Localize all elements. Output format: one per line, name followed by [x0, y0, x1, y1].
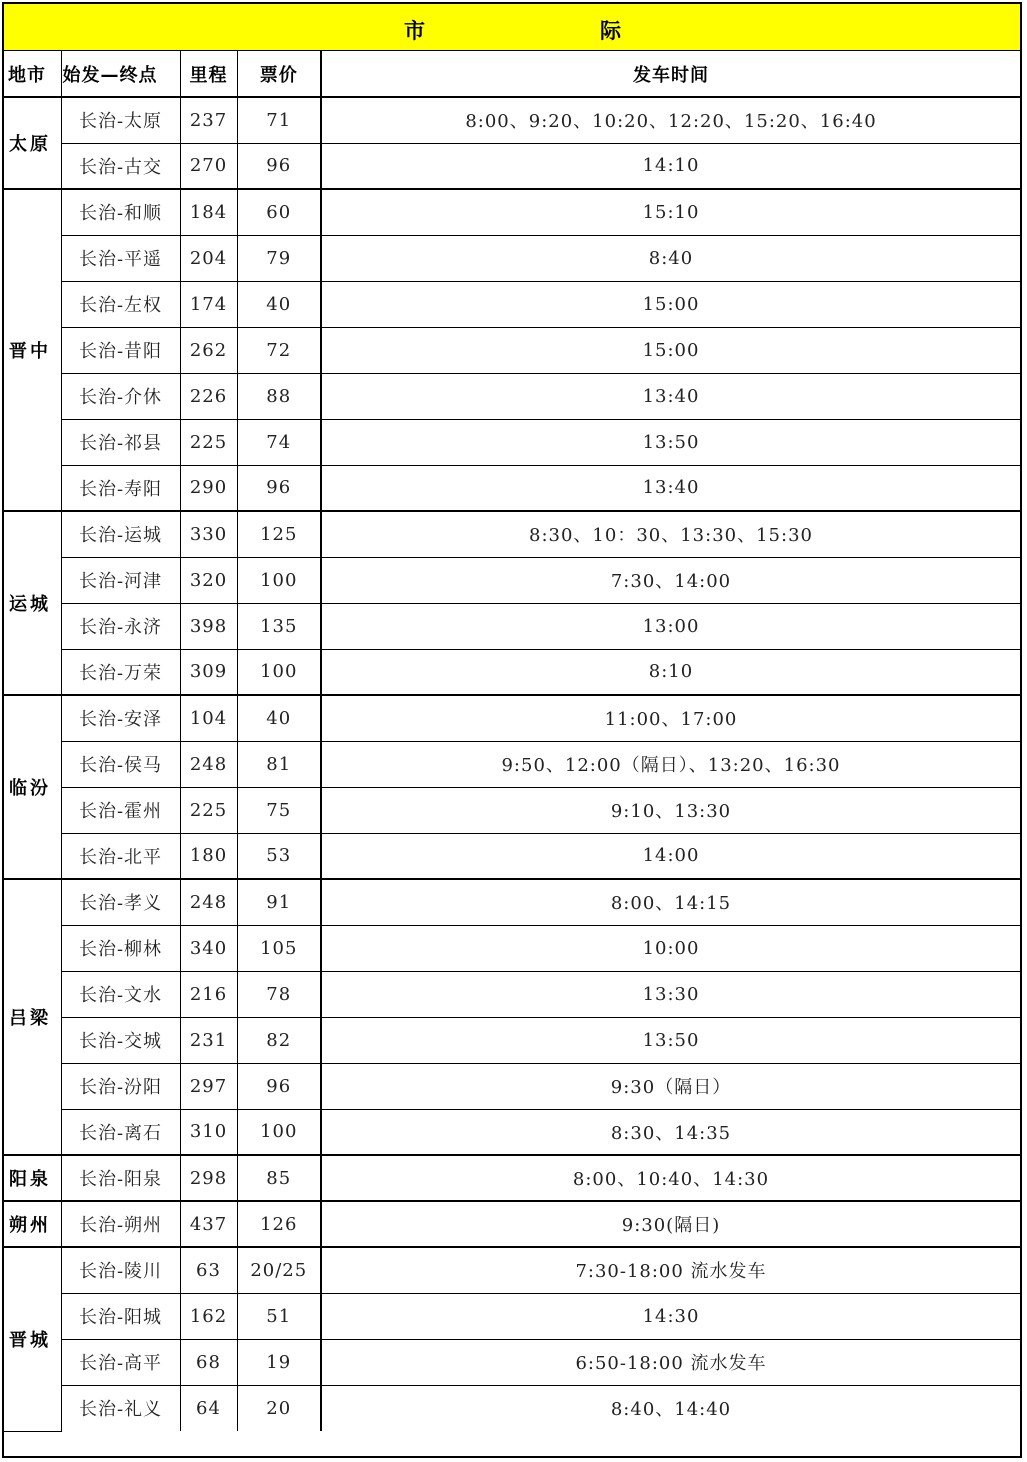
- distance-cell: 248: [180, 741, 237, 787]
- route-cell: 长治-陵川: [61, 1247, 180, 1293]
- route-cell: 长治-北平: [61, 833, 180, 879]
- table-row: [4, 465, 1020, 511]
- header-fare: 票价: [237, 51, 321, 97]
- distance-cell: 63: [180, 1247, 237, 1293]
- distance-cell: 330: [180, 511, 237, 557]
- route-cell: 长治-侯马: [61, 741, 180, 787]
- route-cell: 长治-运城: [61, 511, 180, 557]
- departure-times-cell: 13:40: [321, 373, 1020, 419]
- distance-cell: 298: [180, 1155, 237, 1201]
- distance-cell: 262: [180, 327, 237, 373]
- departure-times-cell: 13:50: [321, 1017, 1020, 1063]
- distance-cell: 248: [180, 879, 237, 925]
- fare-cell: 100: [237, 557, 321, 603]
- fare-cell: 51: [237, 1293, 321, 1339]
- departure-times-cell: 6:50-18:00 流水发车: [321, 1339, 1020, 1385]
- route-cell: 长治-和顺: [61, 189, 180, 235]
- distance-cell: 270: [180, 143, 237, 189]
- departure-times-cell: 9:30(隔日): [321, 1201, 1020, 1247]
- fare-cell: 53: [237, 833, 321, 879]
- departure-times-cell: 14:10: [321, 143, 1020, 189]
- table-row: [4, 787, 1020, 833]
- header-departures: 发车时间: [321, 51, 1020, 97]
- header-distance: 里程: [180, 51, 237, 97]
- fare-cell: 135: [237, 603, 321, 649]
- distance-cell: 237: [180, 97, 237, 143]
- fare-cell: 105: [237, 925, 321, 971]
- fare-cell: 91: [237, 879, 321, 925]
- distance-cell: 310: [180, 1109, 237, 1155]
- departure-times-cell: 8:40: [321, 235, 1020, 281]
- distance-cell: 204: [180, 235, 237, 281]
- route-cell: 长治-昔阳: [61, 327, 180, 373]
- route-cell: 长治-寿阳: [61, 465, 180, 511]
- distance-cell: 180: [180, 833, 237, 879]
- table-row: [4, 1063, 1020, 1109]
- route-cell: 长治-河津: [61, 557, 180, 603]
- schedule-table: [4, 51, 1020, 1432]
- route-cell: 长治-交城: [61, 1017, 180, 1063]
- route-cell: 长治-永济: [61, 603, 180, 649]
- route-cell: 长治-柳林: [61, 925, 180, 971]
- distance-cell: 340: [180, 925, 237, 971]
- departure-times-cell: 9:10、13:30: [321, 787, 1020, 833]
- distance-cell: 184: [180, 189, 237, 235]
- city-cell: 朔州: [4, 1201, 61, 1247]
- city-cell: 阳泉: [4, 1155, 61, 1201]
- departure-times-cell: 14:00: [321, 833, 1020, 879]
- departure-times-cell: 11:00、17:00: [321, 695, 1020, 741]
- table-row: [4, 373, 1020, 419]
- table-row: [4, 189, 1020, 235]
- departure-times-cell: 8:00、14:15: [321, 879, 1020, 925]
- departure-times-cell: 13:30: [321, 971, 1020, 1017]
- table-row: [4, 603, 1020, 649]
- route-cell: 长治-万荣: [61, 649, 180, 695]
- table-row: [4, 235, 1020, 281]
- distance-cell: 216: [180, 971, 237, 1017]
- city-cell: 运城: [4, 511, 61, 695]
- fare-cell: 40: [237, 695, 321, 741]
- departure-times-cell: 9:50、12:00（隔日）、13:20、16:30: [321, 741, 1020, 787]
- table-row: [4, 879, 1020, 925]
- distance-cell: 290: [180, 465, 237, 511]
- fare-cell: 96: [237, 143, 321, 189]
- fare-cell: 85: [237, 1155, 321, 1201]
- city-cell: 临汾: [4, 695, 61, 879]
- distance-cell: 231: [180, 1017, 237, 1063]
- table-row: [4, 1385, 1020, 1431]
- departure-times-cell: 15:00: [321, 327, 1020, 373]
- departure-times-cell: 10:00: [321, 925, 1020, 971]
- table-row: [4, 557, 1020, 603]
- route-cell: 长治-安泽: [61, 695, 180, 741]
- fare-cell: 96: [237, 465, 321, 511]
- departure-times-cell: 8:00、9:20、10:20、12:20、15:20、16:40: [321, 97, 1020, 143]
- distance-cell: 226: [180, 373, 237, 419]
- distance-cell: 162: [180, 1293, 237, 1339]
- schedule-sheet: [2, 2, 1022, 1458]
- route-cell: 长治-文水: [61, 971, 180, 1017]
- header-route: 始发—终点: [61, 51, 180, 97]
- departure-times-cell: 13:40: [321, 465, 1020, 511]
- distance-cell: 398: [180, 603, 237, 649]
- fare-cell: 40: [237, 281, 321, 327]
- header-city: 地市: [4, 51, 61, 97]
- route-cell: 长治-汾阳: [61, 1063, 180, 1109]
- table-row: [4, 327, 1020, 373]
- table-row: [4, 1293, 1020, 1339]
- departure-times-cell: 15:10: [321, 189, 1020, 235]
- fare-cell: 88: [237, 373, 321, 419]
- fare-cell: 20: [237, 1385, 321, 1431]
- distance-cell: 68: [180, 1339, 237, 1385]
- route-cell: 长治-离石: [61, 1109, 180, 1155]
- table-row: [4, 833, 1020, 879]
- fare-cell: 81: [237, 741, 321, 787]
- route-cell: 长治-阳城: [61, 1293, 180, 1339]
- route-cell: 长治-孝义: [61, 879, 180, 925]
- departure-times-cell: 14:30: [321, 1293, 1020, 1339]
- table-row: [4, 97, 1020, 143]
- departure-times-cell: 8:30、10：30、13:30、15:30: [321, 511, 1020, 557]
- fare-cell: 71: [237, 97, 321, 143]
- table-row: [4, 1247, 1020, 1293]
- fare-cell: 19: [237, 1339, 321, 1385]
- departure-times-cell: 13:50: [321, 419, 1020, 465]
- city-cell: 吕梁: [4, 879, 61, 1155]
- table-row: [4, 649, 1020, 695]
- title-right-char: 际: [600, 19, 621, 43]
- route-cell: 长治-霍州: [61, 787, 180, 833]
- city-cell: 太原: [4, 97, 61, 189]
- table-row: [4, 1201, 1020, 1247]
- route-cell: 长治-太原: [61, 97, 180, 143]
- table-row: [4, 925, 1020, 971]
- table-row: [4, 511, 1020, 557]
- city-cell: 晋城: [4, 1247, 61, 1431]
- departure-times-cell: 7:30-18:00 流水发车: [321, 1247, 1020, 1293]
- distance-cell: 64: [180, 1385, 237, 1431]
- city-cell: 晋中: [4, 189, 61, 511]
- route-cell: 长治-高平: [61, 1339, 180, 1385]
- fare-cell: 126: [237, 1201, 321, 1247]
- departure-times-cell: 9:30（隔日）: [321, 1063, 1020, 1109]
- fare-cell: 82: [237, 1017, 321, 1063]
- fare-cell: 79: [237, 235, 321, 281]
- fare-cell: 20/25: [237, 1247, 321, 1293]
- departure-times-cell: 15:00: [321, 281, 1020, 327]
- table-row: [4, 281, 1020, 327]
- fare-cell: 60: [237, 189, 321, 235]
- fare-cell: 125: [237, 511, 321, 557]
- table-row: [4, 971, 1020, 1017]
- table-row: [4, 1339, 1020, 1385]
- route-cell: 长治-古交: [61, 143, 180, 189]
- table-row: [4, 741, 1020, 787]
- departure-times-cell: 13:00: [321, 603, 1020, 649]
- fare-cell: 74: [237, 419, 321, 465]
- table-row: [4, 1017, 1020, 1063]
- distance-cell: 174: [180, 281, 237, 327]
- distance-cell: 309: [180, 649, 237, 695]
- header-row: [4, 51, 1020, 97]
- departure-times-cell: 8:40、14:40: [321, 1385, 1020, 1431]
- distance-cell: 225: [180, 419, 237, 465]
- route-cell: 长治-祁县: [61, 419, 180, 465]
- route-cell: 长治-平遥: [61, 235, 180, 281]
- route-cell: 长治-礼义: [61, 1385, 180, 1431]
- fare-cell: 78: [237, 971, 321, 1017]
- fare-cell: 100: [237, 1109, 321, 1155]
- schedule-body: [4, 97, 1020, 1431]
- departure-times-cell: 8:10: [321, 649, 1020, 695]
- title-bar: [4, 4, 1020, 51]
- table-row: [4, 695, 1020, 741]
- table-row: [4, 419, 1020, 465]
- fare-cell: 75: [237, 787, 321, 833]
- table-row: [4, 143, 1020, 189]
- fare-cell: 96: [237, 1063, 321, 1109]
- distance-cell: 104: [180, 695, 237, 741]
- distance-cell: 320: [180, 557, 237, 603]
- route-cell: 长治-阳泉: [61, 1155, 180, 1201]
- fare-cell: 100: [237, 649, 321, 695]
- departure-times-cell: 7:30、14:00: [321, 557, 1020, 603]
- departure-times-cell: 8:00、10:40、14:30: [321, 1155, 1020, 1201]
- distance-cell: 297: [180, 1063, 237, 1109]
- distance-cell: 437: [180, 1201, 237, 1247]
- route-cell: 长治-介休: [61, 373, 180, 419]
- distance-cell: 225: [180, 787, 237, 833]
- table-row: [4, 1109, 1020, 1155]
- table-row: [4, 1155, 1020, 1201]
- departure-times-cell: 8:30、14:35: [321, 1109, 1020, 1155]
- fare-cell: 72: [237, 327, 321, 373]
- title-left-char: 市: [404, 19, 425, 43]
- route-cell: 长治-左权: [61, 281, 180, 327]
- route-cell: 长治-朔州: [61, 1201, 180, 1247]
